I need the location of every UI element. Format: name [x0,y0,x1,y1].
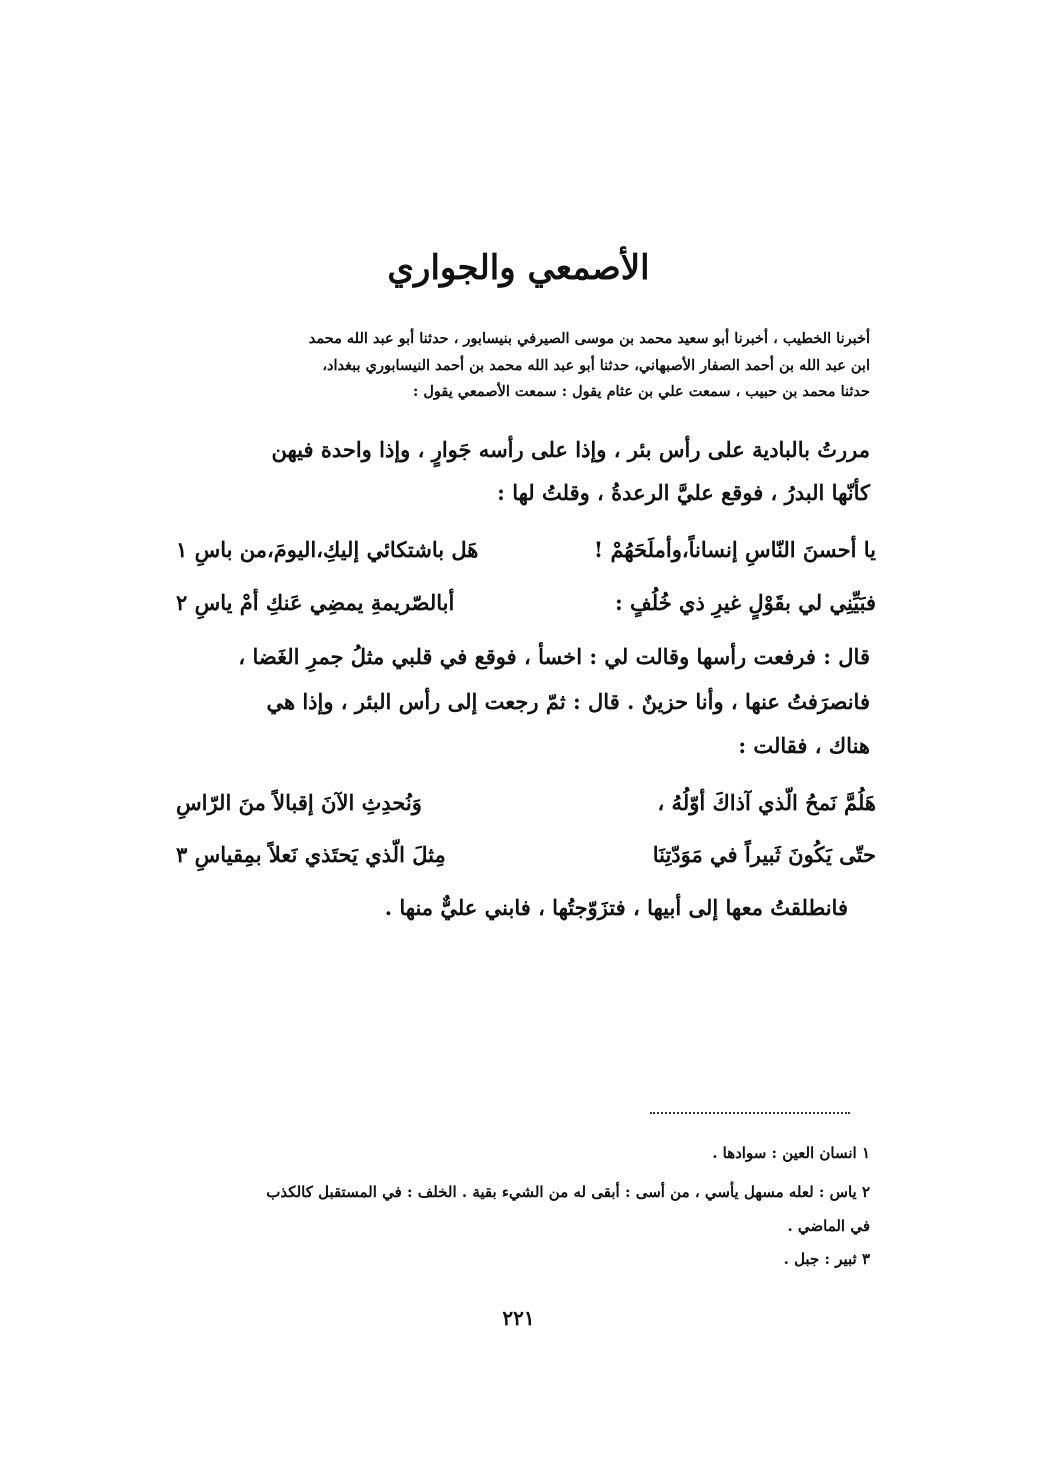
paragraph-1-line-2: كأنّها البدرُ ، فوقع عليَّ الرعدةُ ، وقلتُ لها : [497,480,870,505]
verse-4-second-hemistich: مِثلَ الّذي يَحتَذي نَعلاً بمِقياسِ ٣ [176,842,446,867]
verse-4 [176,842,876,882]
footnote-2-line-2: في الماضي . [787,1217,870,1235]
footnote-divider [650,1112,850,1114]
isnad-line-1: أخبرنا الخطيب ، أخبرنا أبو سعيد محمد بن موسى الصيرفي بنيسابور ، حدثنا أبو عبد الله محمد [308,330,870,347]
isnad-line-2: ابن عبد الله بن أحمد الصفار الأصبهاني، حدثنا أبو عبد الله محمد بن أحمد النيسابوري ببغداد، [322,357,870,374]
footnote-3: ٣ ثبير : جبل . [783,1250,870,1268]
chapter-title: الأصمعي والجواري [387,248,650,288]
verse-1-first-hemistich: يا أحسنَ النّاسِ إنساناً،وأملَحَهُمْ ! [593,537,876,562]
footnote-2-line-1: ٢ ياس : لعله مسهل يأسي ، من أسى : أبقى له من الشيء بقية . الخلف : في المستقبل كالكذب [266,1183,870,1201]
paragraph-3-line-1: فانطلقتُ معها إلى أبيها ، فتزَوّجتُها ، فابني عليٌّ منها . [384,895,848,920]
paragraph-2-line-3: هناك ، فقالت : [738,733,870,758]
verse-3-first-hemistich: هَلُمَّ نَمحُ الّذي آذاكَ أوّلُهُ ، [657,790,876,815]
isnad-line-3: حدثنا محمد بن حبيب ، سمعت علي بن عثام يقول : سمعت الأصمعي يقول : [412,383,870,400]
verse-3-second-hemistich: وَنُحدِثِ الآنَ إقبالاً منَ الرّاسِ [176,790,422,815]
verse-2 [176,590,876,630]
paragraph-1-line-1: مررتُ بالبادية على رأس بئر ، وإذا على رأسه جَوارٍ ، وإذا واحدة فيهن [271,437,870,462]
verse-4-first-hemistich: حتّى يَكُونَ ثَبيراً في مَوَدّتِنَا [652,842,876,867]
paragraph-2-line-2: فانصرَفتُ عنها ، وأنا حزينٌ . قال : ثمّ رجعت إلى رأس البئر ، وإذا هي [266,689,870,714]
page-number: ٢٢١ [502,1306,535,1330]
verse-2-second-hemistich: أبالصّريمةِ يمضِي عَنكِ أمْ ياسِ ٢ [176,590,455,615]
verse-1-second-hemistich: هَل باشتكائي إليكِ،اليومَ،من باسِ ١ [176,537,479,562]
verse-3 [176,790,876,830]
verse-2-first-hemistich: فبَيِّنِي لي بقَوْلٍ غيرِ ذي خُلُفٍ : [614,590,876,615]
footnote-1: ١ انسان العين : سوادها . [712,1144,870,1162]
verse-1 [176,537,876,577]
paragraph-2-line-1: قال : فرفعت رأسها وقالت لي : اخسأ ، فوقع في قلبي مثلُ جمرِ الغَضا ، [238,644,870,669]
